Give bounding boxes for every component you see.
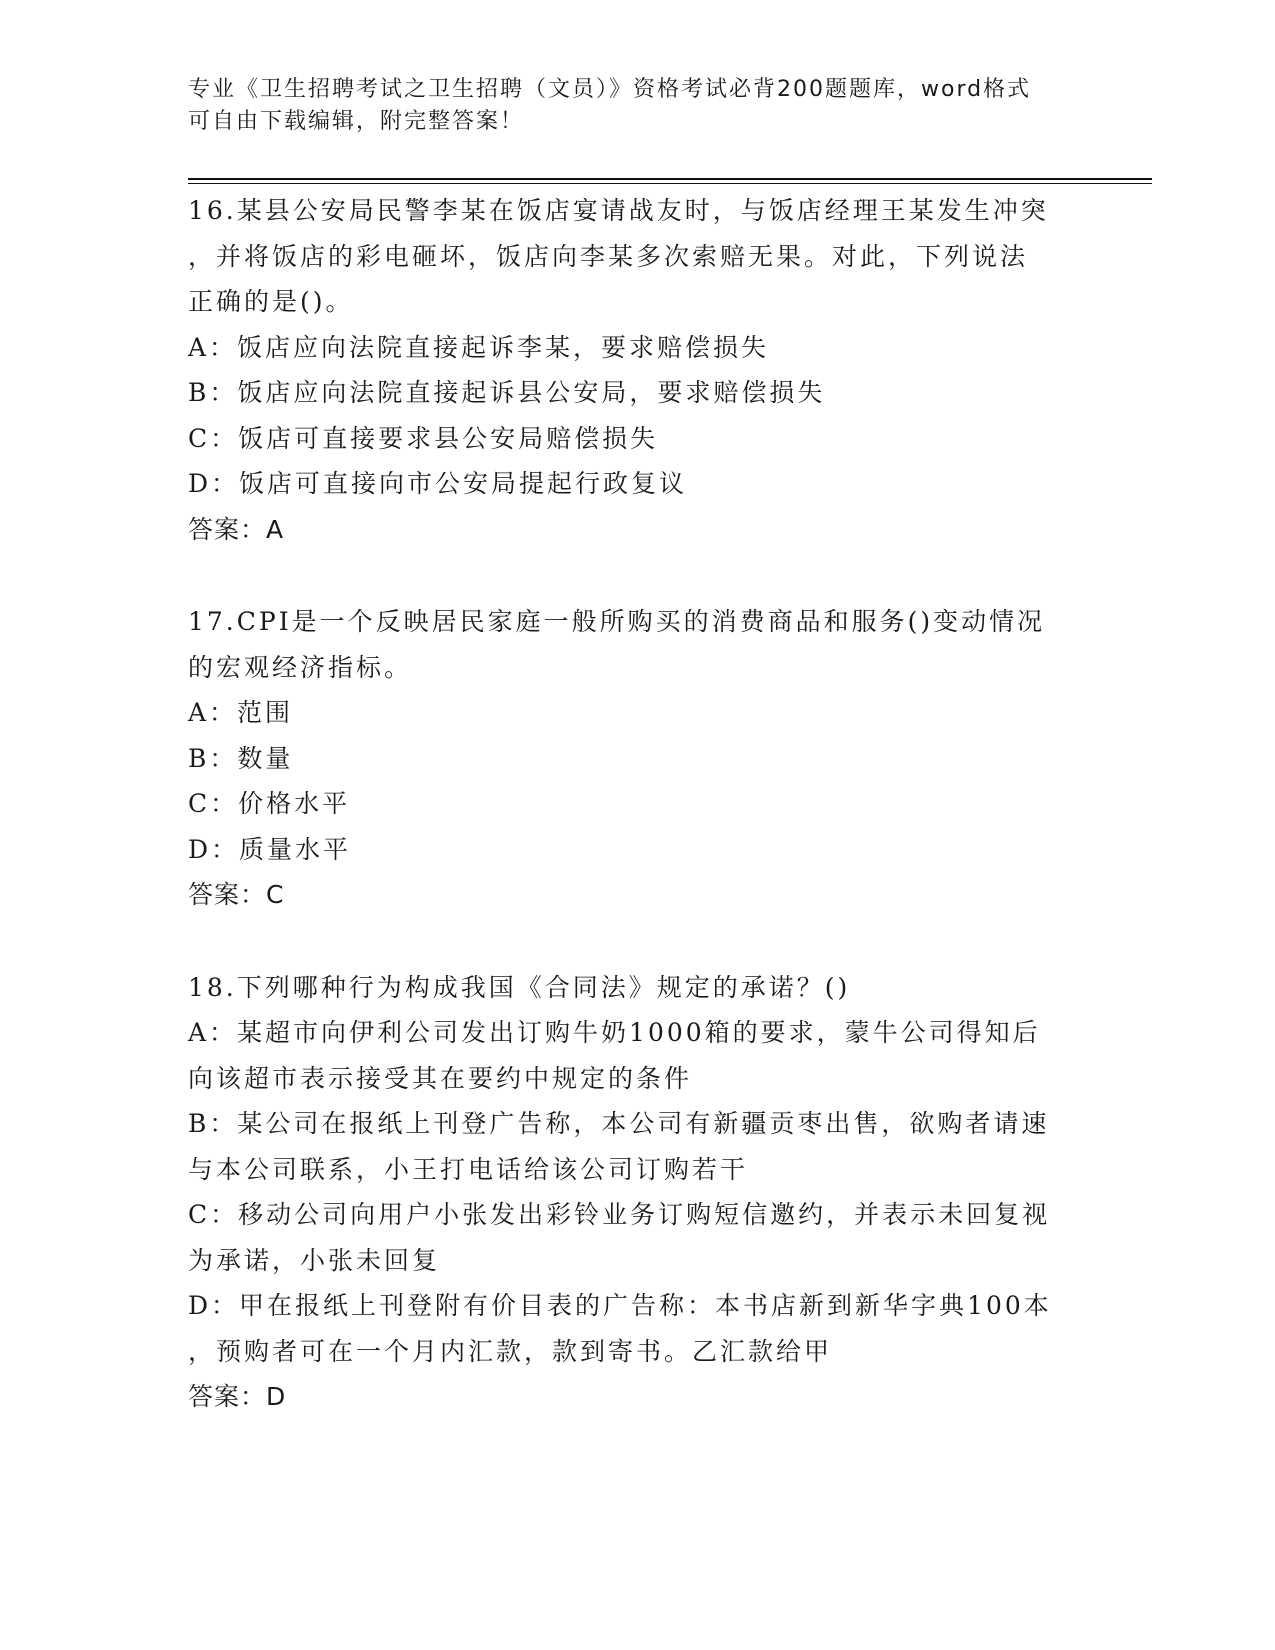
- header-line-1: 专业《卫生招聘考试之卫生招聘（文员）》资格考试必背200题题库，word格式: [188, 77, 1032, 102]
- answer-label: 答案：D: [188, 1382, 287, 1411]
- header-line-2: 可自由下载编辑，附完整答案！: [188, 109, 525, 134]
- option-b: B：数量: [188, 743, 294, 773]
- option-a-continued: 向该超市表示接受其在要约中规定的条件: [188, 1063, 693, 1093]
- question-18: [188, 965, 1088, 1420]
- question-stem-line: 正确的是()。: [188, 287, 354, 316]
- option-a: A：某超市向伊利公司发出订购牛奶1000箱的要求，蒙牛公司得知后: [188, 1018, 1041, 1047]
- question-list: [188, 188, 1088, 1467]
- document-header: [188, 74, 1068, 138]
- question-stem-line: 17.CPI是一个反映居民家庭一般所购买的消费商品和服务()变动情况: [188, 607, 1046, 636]
- question-stem-line: 18.下列哪种行为构成我国《合同法》规定的承诺？(): [188, 972, 851, 1002]
- header-divider-thick: [188, 178, 1152, 180]
- answer-label: 答案：A: [188, 514, 285, 544]
- answer-label: 答案：C: [188, 880, 285, 909]
- question-stem-line: 16.某县公安局民警李某在饭店宴请战友时，与饭店经理王某发生冲突: [188, 196, 1049, 225]
- question-17: [188, 599, 1088, 918]
- header-divider-thin: [188, 183, 1152, 184]
- option-b: B：某公司在报纸上刊登广告称，本公司有新疆贡枣出售，欲购者请速: [188, 1109, 1050, 1138]
- option-c: C：饭店可直接要求县公安局赔偿损失: [188, 423, 659, 453]
- option-a: A：范围: [188, 698, 294, 727]
- option-d-continued: ，预购者可在一个月内汇款，款到寄书。乙汇款给甲: [188, 1336, 833, 1366]
- option-c: C：价格水平: [188, 789, 351, 818]
- option-a: A：饭店应向法院直接起诉李某，要求赔偿损失: [188, 332, 770, 362]
- option-d: D：饭店可直接向市公安局提起行政复议: [188, 469, 688, 498]
- question-stem-line: ，并将饭店的彩电砸坏，饭店向李某多次索赔无果。对此，下列说法: [188, 241, 1029, 271]
- option-b-continued: 与本公司联系，小王打电话给该公司订购若干: [188, 1154, 749, 1184]
- option-c: C：移动公司向用户小张发出彩铃业务订购短信邀约，并表示未回复视: [188, 1200, 1051, 1229]
- option-d: D：质量水平: [188, 834, 352, 864]
- option-c-continued: 为承诺，小张未回复: [188, 1245, 441, 1275]
- question-stem-line: 的宏观经济指标。: [188, 652, 413, 682]
- option-d: D：甲在报纸上刊登附有价目表的广告称：本书店新到新华字典100本: [188, 1291, 1052, 1320]
- question-16: [188, 188, 1088, 552]
- option-b: B：饭店应向法院直接起诉县公安局，要求赔偿损失: [188, 378, 826, 407]
